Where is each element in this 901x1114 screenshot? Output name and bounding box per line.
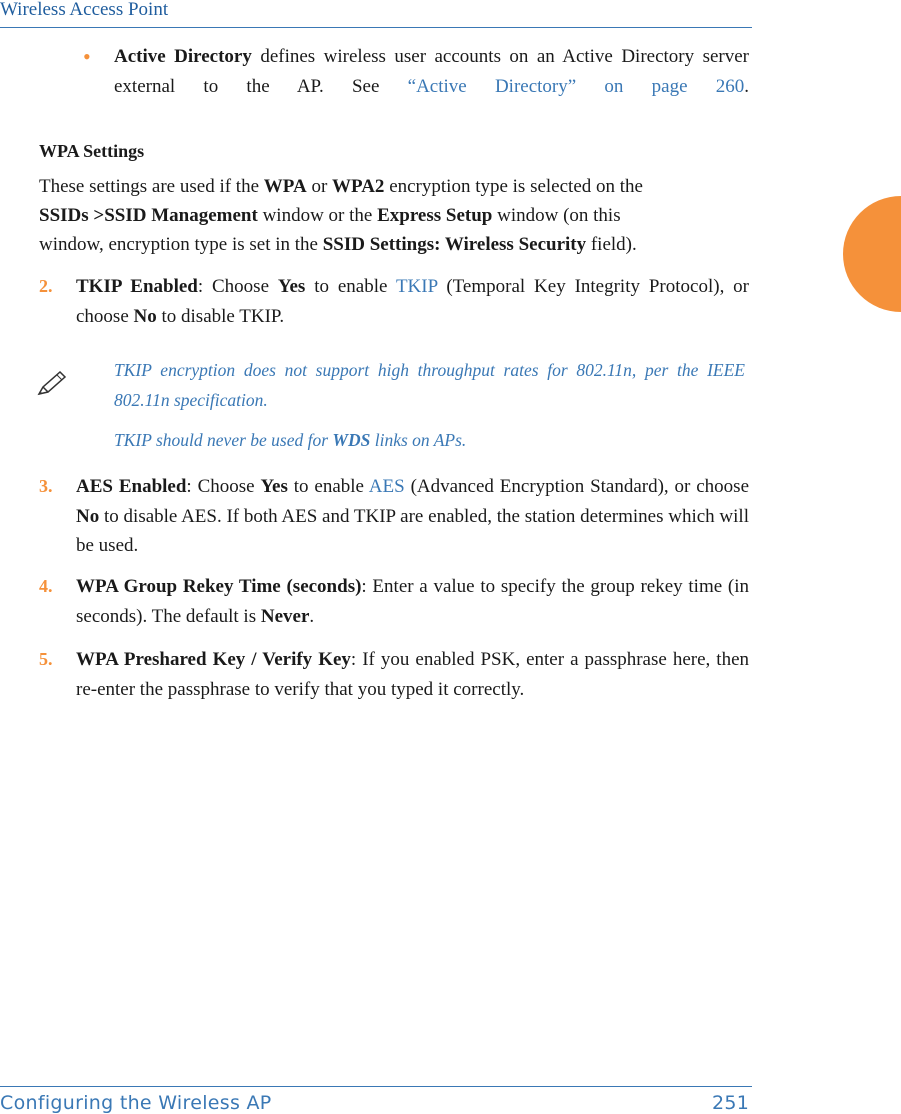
- intro-line-1: [39, 172, 754, 202]
- item-text: : Enter a value to specify the group rekey time (in seconds). The default is: [76, 576, 749, 627]
- item-text: to enable: [305, 276, 396, 297]
- item-number: 4.: [39, 576, 53, 596]
- note-wds: WDS: [332, 430, 371, 450]
- bullet-symbol: •: [83, 44, 91, 69]
- header-rule: [0, 27, 752, 28]
- bullet-text-end: .: [744, 75, 749, 97]
- item-text: : If you enabled PSK, enter a passphrase here, then re-enter the passphrase to verify that you typed it correctly.: [76, 649, 749, 700]
- item-term: WPA Group Rekey Time (seconds): [76, 576, 362, 597]
- item-number: 2.: [39, 276, 53, 296]
- active-directory-link[interactable]: “Active Directory” on page 260: [407, 75, 745, 97]
- item-option-yes: Yes: [260, 476, 288, 497]
- pencil-note-icon: [36, 369, 68, 402]
- item-term: WPA Preshared Key / Verify Key: [76, 649, 351, 670]
- intro-text: encryption type is selected on the: [384, 176, 643, 197]
- intro-text: field).: [586, 234, 637, 255]
- item-term: AES Enabled: [76, 476, 187, 497]
- item-number: 3.: [39, 476, 53, 496]
- item-option-yes: Yes: [277, 276, 306, 297]
- chapter-tab-marker: [843, 196, 901, 312]
- item-text: (Temporal Key Integrity Protocol), or choose: [76, 276, 750, 327]
- item-text: : Choose: [197, 276, 278, 297]
- list-item-aes: [76, 472, 749, 561]
- page-number: 251: [712, 1092, 750, 1114]
- item-text: .: [309, 605, 315, 627]
- note-text: links on APs.: [370, 430, 467, 450]
- tkip-link[interactable]: TKIP: [395, 276, 438, 297]
- bullet-term: Active Directory: [114, 46, 252, 67]
- list-item-rekey: [76, 572, 749, 631]
- item-text: to disable AES. If both AES and TKIP are enabled, the station determines which will be used.: [76, 505, 749, 556]
- note-tkip-throughput: TKIP encryption does not support high throughput rates for 802.11n, per the IEEE 802.11n specification.: [114, 360, 745, 410]
- list-item-preshared-key: [76, 645, 749, 704]
- page-header-title: Wireless Access Point: [0, 0, 169, 20]
- item-text: to enable: [287, 476, 369, 497]
- item-term: TKIP Enabled: [76, 276, 198, 297]
- intro-wpa2: WPA2: [332, 176, 385, 197]
- list-item-tkip: [76, 272, 749, 331]
- item-option-no: No: [76, 505, 100, 527]
- intro-text: window or the: [257, 205, 378, 226]
- bullet-active-directory: [114, 42, 749, 101]
- intro-text: window, encryption type is set in the: [39, 234, 323, 255]
- intro-line-3: [39, 230, 754, 260]
- note-text: TKIP should never be used for: [114, 430, 333, 450]
- intro-text: or: [306, 176, 333, 197]
- section-heading: WPA Settings: [39, 141, 145, 161]
- footer-rule: [0, 1086, 752, 1087]
- item-default-never: Never: [260, 605, 310, 627]
- bullet-text: defines wireless user accounts on an Active Directory server external to the AP. See: [114, 46, 749, 97]
- intro-line-2: [39, 201, 754, 231]
- aes-link[interactable]: AES: [368, 476, 405, 497]
- item-number: 5.: [39, 649, 53, 669]
- intro-ssid-management: SSIDs >SSID Management: [39, 205, 258, 226]
- note-tkip-wds: [114, 426, 745, 456]
- item-text: (Advanced Encryption Standard), or choose: [404, 476, 750, 497]
- intro-text: window (on this: [492, 205, 621, 226]
- intro-wpa: WPA: [263, 176, 307, 197]
- intro-text: These settings are used if the: [39, 176, 264, 197]
- intro-wireless-security: SSID Settings: Wireless Security: [322, 234, 587, 255]
- item-text: : Choose: [186, 476, 261, 497]
- footer-chapter-title: Configuring the Wireless AP: [0, 1092, 272, 1114]
- intro-express-setup: Express Setup: [377, 205, 493, 226]
- item-option-no: No: [133, 305, 157, 327]
- item-text: to disable TKIP.: [156, 305, 285, 327]
